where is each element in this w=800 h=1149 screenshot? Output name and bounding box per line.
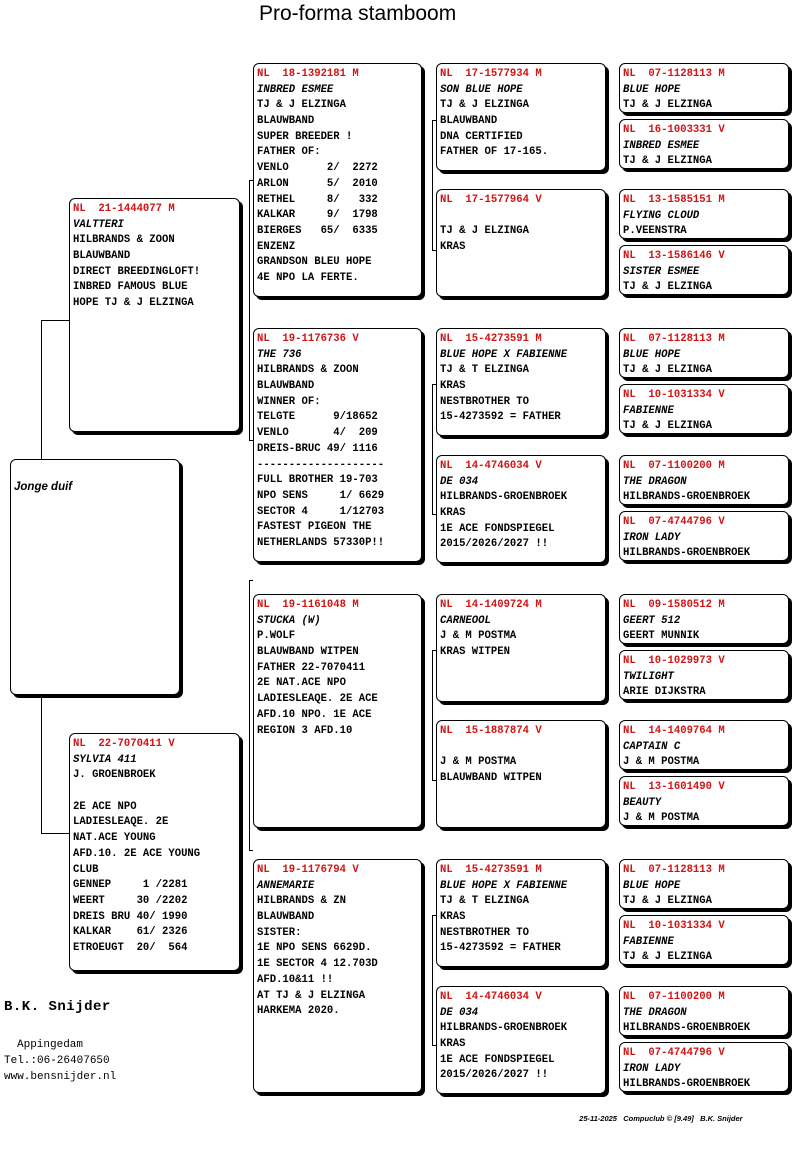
ring-number: NL 15-1887874 V	[440, 725, 542, 737]
ring-number: NL 22-7070411 V	[73, 738, 175, 750]
card-text-line: TJ & T ELZINGA	[440, 895, 530, 908]
card-text-line: FATHER 22-7070411	[257, 661, 366, 674]
card-text-line: HOPE TJ & J ELZINGA	[73, 297, 194, 310]
card-text-line: ENZENZ	[257, 240, 296, 253]
page-title: Pro-forma stamboom	[259, 2, 457, 25]
card-text-line: HILBRANDS-GROENBROEK	[440, 1022, 568, 1035]
card-text-line: KRAS	[440, 380, 466, 393]
ring-number: NL 21-1444077 M	[73, 203, 175, 215]
card-text-line: 1E ACE FONDSPIEGEL	[440, 522, 555, 535]
connector-line	[432, 384, 433, 514]
ring-number: NL 14-1409764 M	[623, 725, 725, 737]
connector-line	[249, 580, 253, 581]
great-grandparent-card[interactable]	[436, 720, 606, 828]
ring-number: NL 07-4744796 V	[623, 1047, 725, 1059]
card-text-line: KALKAR 9/ 1798	[257, 209, 378, 222]
card-text-line: KALKAR 61/ 2326	[73, 926, 188, 939]
card-text-line: HILBRANDS & ZOON	[257, 364, 359, 377]
card-text-line: J & M POSTMA	[440, 630, 517, 643]
pigeon-name: BLUE HOPE	[623, 83, 681, 96]
card-text-line: SECTOR 4 1/12703	[257, 505, 385, 518]
connector-line	[249, 180, 250, 440]
card-text-line: AFD.10 NPO. 1E ACE	[257, 708, 372, 721]
ring-number: NL 15-4273591 M	[440, 864, 542, 876]
footer-software: Compuclub © [9.49]	[623, 1114, 694, 1123]
card-text-line: 1E SECTOR 4 12.703D	[257, 958, 378, 971]
card-text-line: BLAUWBAND	[257, 380, 315, 393]
connector-line	[432, 915, 433, 1045]
card-text-line: GENNEP 1 /2281	[73, 879, 188, 892]
connector-line	[41, 695, 42, 833]
card-text-line: LADIESLEAQE. 2E ACE	[257, 693, 378, 706]
pigeon-name: CARNEOOL	[440, 614, 491, 627]
pigeon-name: THE DRAGON	[623, 475, 687, 488]
card-text-line: J & M POSTMA	[623, 812, 700, 825]
card-text-line: HILBRANDS & ZN	[257, 895, 347, 908]
card-text-line: LADIESLEAQE. 2E	[73, 816, 169, 829]
gg-grandparent-card[interactable]	[619, 189, 789, 239]
connector-line	[249, 580, 250, 850]
ring-number: NL 07-1128113 M	[623, 333, 725, 345]
pigeon-name: TWILIGHT	[623, 670, 674, 683]
card-text-line: FASTEST PIGEON THE	[257, 521, 372, 534]
card-text-line: TJ & J ELZINGA	[623, 281, 713, 294]
card-text-line: 2015/2026/2027 !!	[440, 538, 549, 551]
gg-grandparent-card[interactable]	[619, 384, 789, 434]
card-text-line: BLAUWBAND	[257, 911, 315, 924]
card-text-line: DNA CERTIFIED	[440, 130, 523, 143]
gg-grandparent-card[interactable]	[619, 119, 789, 169]
pigeon-name: STUCKA (W)	[257, 614, 321, 627]
card-text-line: FATHER OF 17-165.	[440, 146, 549, 159]
footer-date: 25-11-2025	[579, 1114, 617, 1123]
ring-number: NL 10-1031334 V	[623, 389, 725, 401]
great-grandparent-card[interactable]	[436, 859, 606, 967]
card-text-line: DREIS BRU 40/ 1990	[73, 910, 188, 923]
ring-number: NL 19-1161048 M	[257, 599, 359, 611]
gg-grandparent-card[interactable]	[619, 594, 789, 644]
card-text-line: DREIS-BRUC 49/ 1116	[257, 442, 378, 455]
pigeon-name: INBRED ESMEE	[623, 139, 700, 152]
ring-number: NL 19-1176736 V	[257, 333, 359, 345]
great-grandparent-card[interactable]	[436, 594, 606, 702]
gg-grandparent-card[interactable]	[619, 859, 789, 909]
card-text-line: CLUB	[73, 863, 99, 876]
pigeon-name: BLUE HOPE X FABIENNE	[440, 879, 568, 892]
ring-number: NL 14-1409724 M	[440, 599, 542, 611]
grandparent-card[interactable]	[253, 594, 422, 828]
pigeon-name: DE 034	[440, 475, 479, 488]
card-text-line: KRAS WITPEN	[440, 646, 510, 659]
pigeon-name: VALTTERI	[73, 218, 124, 231]
card-text-line: 15-4273592 = FATHER	[440, 942, 561, 955]
pigeon-name: IRON LADY	[623, 531, 681, 544]
card-text-line: TJ & J ELZINGA	[623, 99, 713, 112]
pigeon-name: ANNEMARIE	[257, 879, 315, 892]
pigeon-name: BLUE HOPE	[623, 348, 681, 361]
ring-number: NL 07-1100200 M	[623, 460, 725, 472]
pigeon-name: THE 736	[257, 348, 302, 361]
card-text-line: SISTER:	[257, 926, 302, 939]
parent-card[interactable]	[69, 198, 240, 432]
card-text-line: P.VEENSTRA	[623, 225, 687, 238]
card-text-line: TJ & J ELZINGA	[257, 99, 347, 112]
card-text-line: 1E ACE FONDSPIEGEL	[440, 1053, 555, 1066]
card-text-line: GRANDSON BLEU HOPE	[257, 256, 372, 269]
card-text-line: HILBRANDS-GROENBROEK	[623, 1078, 751, 1091]
footer-line	[575, 1105, 743, 1123]
pigeon-name: INBRED ESMEE	[257, 83, 334, 96]
card-text-line: HILBRANDS-GROENBROEK	[623, 491, 751, 504]
gg-grandparent-card[interactable]	[619, 986, 789, 1036]
card-text-line: AFD.10. 2E ACE YOUNG	[73, 847, 201, 860]
card-text-line: REGION 3 AFD.10	[257, 724, 353, 737]
card-text-line: NESTBROTHER TO	[440, 395, 530, 408]
pigeon-name: SON BLUE HOPE	[440, 83, 523, 96]
pigeon-name: BLUE HOPE	[623, 879, 681, 892]
gg-grandparent-card[interactable]	[619, 650, 789, 700]
breeder-name: B.K. Snijder	[4, 999, 111, 1015]
ring-number: NL 15-4273591 M	[440, 333, 542, 345]
pigeon-name: IRON LADY	[623, 1062, 681, 1075]
subject-card[interactable]	[10, 459, 180, 695]
ring-number: NL 16-1003331 V	[623, 124, 725, 136]
connector-line	[249, 850, 253, 851]
pigeon-name: FLYING CLOUD	[623, 209, 700, 222]
ring-number: NL 19-1176794 V	[257, 864, 359, 876]
ring-number: NL 07-1128113 M	[623, 864, 725, 876]
ring-number: NL 18-1392181 M	[257, 68, 359, 80]
ring-number: NL 17-1577964 V	[440, 194, 542, 206]
card-text-line: NAT.ACE YOUNG	[73, 832, 156, 845]
pigeon-name: BEAUTY	[623, 796, 662, 809]
card-text-line: RETHEL 8/ 332	[257, 193, 378, 206]
gg-grandparent-card[interactable]	[619, 776, 789, 826]
card-text-line: AT TJ & J ELZINGA	[257, 989, 366, 1002]
card-text-line: 4E NPO LA FERTE.	[257, 271, 359, 284]
pigeon-name: SYLVIA 411	[73, 753, 137, 766]
card-text-line: AFD.10&11 !!	[257, 973, 334, 986]
card-text-line: TJ & J ELZINGA	[623, 895, 713, 908]
great-grandparent-card[interactable]	[436, 986, 606, 1094]
card-text-line: J & M POSTMA	[623, 756, 700, 769]
card-text-line: TJ & J ELZINGA	[440, 225, 530, 238]
card-text-line: FULL BROTHER 19-703	[257, 474, 378, 487]
card-text-line: P.WOLF	[257, 630, 296, 643]
great-grandparent-card[interactable]	[436, 455, 606, 563]
card-text-line: ETROEUGT 20/ 564	[73, 941, 188, 954]
gg-grandparent-card[interactable]	[619, 720, 789, 770]
great-grandparent-card[interactable]	[436, 328, 606, 436]
card-text-line: HILBRANDS & ZOON	[73, 234, 175, 247]
gg-grandparent-card[interactable]	[619, 511, 789, 561]
gg-grandparent-card[interactable]	[619, 63, 789, 113]
card-text-line: KRAS	[440, 1038, 466, 1051]
breeder-website: www.bensnijder.nl	[4, 1071, 117, 1083]
card-text-line: KRAS	[440, 507, 466, 520]
breeder-phone: Tel.:06-26407650	[4, 1055, 110, 1067]
card-text-line: TJ & T ELZINGA	[440, 364, 530, 377]
card-text-line: ARIE DIJKSTRA	[623, 686, 706, 699]
card-text-line: BLAUWBAND	[440, 115, 498, 128]
gg-grandparent-card[interactable]	[619, 245, 789, 295]
connector-line	[41, 320, 69, 321]
pigeon-name: FABIENNE	[623, 404, 674, 417]
grandparent-card[interactable]	[253, 859, 422, 1093]
parent-card[interactable]	[69, 733, 240, 971]
connector-line	[432, 650, 433, 780]
ring-number: NL 09-1580512 M	[623, 599, 725, 611]
card-text-line: ARLON 5/ 2010	[257, 177, 378, 190]
gg-grandparent-card[interactable]	[619, 915, 789, 965]
card-text-line: 2015/2026/2027 !!	[440, 1069, 549, 1082]
card-text-line: J & M POSTMA	[440, 756, 517, 769]
card-text-line: TJ & J ELZINGA	[623, 420, 713, 433]
footer-author: B.K. Snijder	[700, 1114, 743, 1123]
card-text-line: 1E NPO SENS 6629D.	[257, 942, 372, 955]
card-text-line: TJ & J ELZINGA	[623, 155, 713, 168]
pigeon-name	[440, 209, 602, 225]
ring-number: NL 10-1029973 V	[623, 655, 725, 667]
breeder-city: Appingedam	[17, 1039, 84, 1051]
card-text-line: TJ & J ELZINGA	[440, 99, 530, 112]
card-text-line: HILBRANDS-GROENBROEK	[440, 491, 568, 504]
card-text-line: BIERGES 65/ 6335	[257, 224, 378, 237]
pigeon-name	[440, 740, 602, 756]
ring-number: NL 13-1601490 V	[623, 781, 725, 793]
card-text-line: NESTBROTHER TO	[440, 926, 530, 939]
card-text-line: DIRECT BREEDINGLOFT!	[73, 265, 201, 278]
card-text-line: KRAS	[440, 911, 466, 924]
card-text-line: VENLO 2/ 2272	[257, 162, 378, 175]
card-text-line: SUPER BREEDER !	[257, 130, 353, 143]
card-text-line: TJ & J ELZINGA	[623, 951, 713, 964]
card-text-line: 15-4273592 = FATHER	[440, 411, 561, 424]
card-text-line: 2E NAT.ACE NPO	[257, 677, 347, 690]
pigeon-name: SISTER ESMEE	[623, 265, 700, 278]
card-text-line: BLAUWBAND WITPEN	[440, 772, 542, 785]
great-grandparent-card[interactable]	[436, 63, 606, 171]
connector-line	[41, 320, 42, 460]
card-text-line: VENLO 4/ 209	[257, 427, 378, 440]
ring-number: NL 07-1128113 M	[623, 68, 725, 80]
ring-number: NL 13-1586146 V	[623, 250, 725, 262]
connector-line	[432, 120, 433, 250]
grandparent-card[interactable]	[253, 63, 422, 297]
pigeon-name: BLUE HOPE X FABIENNE	[440, 348, 568, 361]
card-text-line: TJ & J ELZINGA	[623, 364, 713, 377]
pigeon-name: GEERT 512	[623, 614, 681, 627]
card-text-line: HARKEMA 2020.	[257, 1005, 340, 1018]
card-text-line: WEERT 30 /2202	[73, 894, 188, 907]
card-text-line: INBRED FAMOUS BLUE	[73, 281, 188, 294]
connector-line	[41, 833, 69, 834]
card-text-line: J. GROENBROEK	[73, 769, 156, 782]
ring-number: NL 13-1585151 M	[623, 194, 725, 206]
card-text-line: BLAUWBAND WITPEN	[257, 646, 359, 659]
ring-number: NL 17-1577934 M	[440, 68, 542, 80]
card-text-line: HILBRANDS-GROENBROEK	[623, 1022, 751, 1035]
subject-name: Jonge duif	[14, 481, 73, 493]
card-text-line: 2E ACE NPO	[73, 800, 137, 813]
ring-number: NL 14-4746034 V	[440, 991, 542, 1003]
pigeon-name: DE 034	[440, 1006, 479, 1019]
gg-grandparent-card[interactable]	[619, 1042, 789, 1092]
ring-number: NL 07-1100200 M	[623, 991, 725, 1003]
card-text-line: TELGTE 9/18652	[257, 411, 378, 424]
card-text-line: WINNER OF:	[257, 395, 321, 408]
gg-grandparent-card[interactable]	[619, 455, 789, 505]
card-text-line: --------------------	[257, 458, 385, 471]
pigeon-name: THE DRAGON	[623, 1006, 687, 1019]
grandparent-card[interactable]	[253, 328, 422, 562]
card-text-line: HILBRANDS-GROENBROEK	[623, 547, 751, 560]
great-grandparent-card[interactable]	[436, 189, 606, 297]
ring-number: NL 07-4744796 V	[623, 516, 725, 528]
card-text-line: BLAUWBAND	[257, 115, 315, 128]
gg-grandparent-card[interactable]	[619, 328, 789, 378]
card-text-line: KRAS	[440, 241, 466, 254]
card-text-line: NPO SENS 1/ 6629	[257, 489, 385, 502]
card-text-line: FATHER OF:	[257, 146, 321, 159]
ring-number: NL 14-4746034 V	[440, 460, 542, 472]
card-text-line: BLAUWBAND	[73, 250, 131, 263]
card-text-line: NETHERLANDS 57330P!!	[257, 536, 385, 549]
card-text-line	[73, 784, 236, 800]
card-text-line: GEERT MUNNIK	[623, 630, 700, 643]
ring-number: NL 10-1031334 V	[623, 920, 725, 932]
pigeon-name: FABIENNE	[623, 935, 674, 948]
pigeon-name: CAPTAIN C	[623, 740, 681, 753]
